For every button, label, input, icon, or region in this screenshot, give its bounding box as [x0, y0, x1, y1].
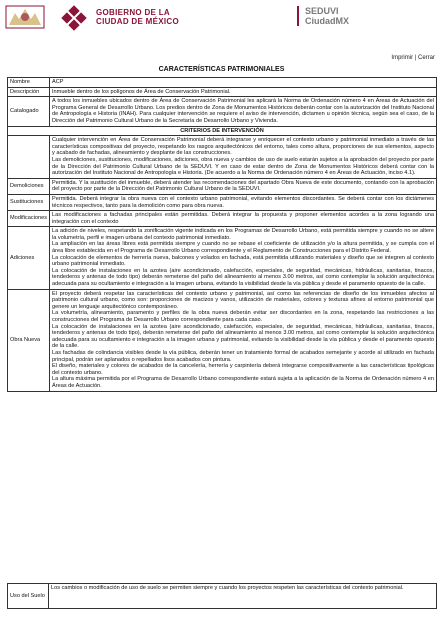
paragraph: La altura máxima permitida por el Programa de Desarrollo Urbano correspondiente estará sujeta a la aplicación de la Norma de Ordenación número 4 en Áreas de Actuación. — [52, 376, 434, 389]
obra-nueva-value — [50, 289, 437, 391]
link-separator: | — [414, 55, 417, 61]
gobierno-title — [96, 8, 179, 26]
paragraph: Las fachadas de colindancia visibles desde la vía pública, deberán tener un tratamiento formal de acabados semejante y acorde al utilizado en fachada principal, podrán ser aplanados o repellados lisos acabados con pintura. — [52, 349, 434, 363]
top-links — [391, 55, 435, 61]
gobierno-line1: GOBIERNO DE LA — [96, 8, 170, 17]
paragraph: La ampliación en las áreas libres está permitida siempre y cuando no se rebase el coeficiente de utilización y/o la altura permitida, y se cumpla con el área libre establecida en el Programa de Desarrollo Urbano correspondiente y el Reglamento de Construcciones para el Distrito Federal. — [52, 241, 434, 255]
demoliciones-value: Permitida. Y la sustitución del inmueble, deberá atender las recomendaciones del apartado Obra Nueva de este documento, contando con la aprobación del proyecto por parte de la Dirección del Patrimonio Cultural Urbano de la SEDUVI. — [50, 178, 437, 194]
page-title: CARACTERÍSTICAS PATRIMONIALES — [158, 66, 285, 73]
paragraph: El proyecto deberá respetar las características del contexto urbano y patrimonial, así como las referencias de diseño de los inmuebles afectos al patrimonio cultural urbano, como son: proporciones de macizos y vanos, utilización de materiales, colores y texturas afines al entorno patrimonial que genere un lenguaje arquitectónico contemporáneo. — [52, 290, 434, 310]
paragraph: La colocación de elementos de herrería nueva, balcones y volados en fachada, está permitida utilizando materiales y diseño que se integren al contexto urbano patrimonial inmediato. — [52, 254, 434, 268]
uso-suelo-label: Uso del Suelo — [8, 584, 49, 609]
modificaciones-value: Las modificaciones a fachadas principales están permitidas. Deberá integrar la propuesta y proponer elementos acordes a la zona logrando una integración con el contexto — [50, 211, 437, 227]
paragraph: Las demoliciones, sustituciones, modificaciones, adiciones, obra nueva y cambios de uso de suelo estarán sujetos a la aprobación del proyecto por parte de la Dirección del Patrimonio Cultural Urbano de la SEDUVI. Y en caso de estar dentro de Zona de Monumentos Históricos deberá contar con la autorización del Instituto Nacional de Antropología e Historia. (De acuerdo a la Norma de Ordenación número 4 en Áreas de Actuación, inciso 4.1). — [52, 156, 434, 177]
gobierno-cdmx-logo-icon — [60, 4, 88, 32]
cdmx-coat-of-arms-icon — [5, 5, 45, 29]
general-value — [50, 136, 437, 179]
table-row — [8, 97, 437, 126]
gobierno-line2: CIUDAD DE MÉXICO — [96, 17, 180, 26]
descripcion-label: Descripción — [8, 87, 50, 97]
sustituciones-value: Permitida. Deberá integrar la obra nueva con el contexto urbano patrimonial, evitando elementos discordantes. Se deberá contar con los dictámenes técnicos respectivos, tanto para la demolición como para obra nueva. — [50, 194, 437, 210]
demoliciones-label: Demoliciones — [8, 178, 50, 194]
paragraph: La adición de niveles, respetando la zonificación vigente indicada en los Programas de Desarrollo Urbano, está permitida siempre y cuando no se altere la volumetría, perfil e imagen urbana del contexto patrimonial inmediato. — [52, 228, 434, 241]
nombre-label: Nombre — [8, 78, 50, 88]
paragraph: Cualquier intervención en Área de Conservación Patrimonial deberá integrarse y enriquecer el contexto urbano y patrimonial inmediato a través de las características compositivas del proyecto, respetando los rasgos arquitectónicos del entorno, tales como altura, proporciones de sus elementos, aspecto y acabado de fachadas, alineamiento y desplante de las construcciones. — [52, 137, 434, 157]
criterios-heading: CRITERIOS DE INTERVENCIÓN — [8, 126, 437, 136]
seduvi-line1: SEDUVI — [305, 6, 339, 16]
table-row — [8, 289, 437, 391]
adiciones-value — [50, 227, 437, 289]
sustituciones-label: Sustituciones — [8, 194, 50, 210]
uso-suelo-table — [7, 583, 437, 609]
table-row — [8, 194, 437, 210]
paragraph: El diseño, materiales y colores de acabados de la cancelería, herrería y carpintería deberá integrarse compositivamente a las características tipológicas del contexto urbano. — [52, 363, 434, 376]
modificaciones-label: Modificaciones — [8, 211, 50, 227]
print-link[interactable]: Imprimir — [391, 55, 414, 61]
paragraph: La colocación de instalaciones en la azotea (aire acondicionado, calefacción, especiales, de seguridad, mecánicas, hidráulicas, sanitarias, tinacos, tendederos y antenas de todo tipo), deberán remeterse del paño del alineamiento al menos 3.00 metros, así como contemplar la solución arquitectónica adecuada para su ocultamiento e integración a la imagen urbana y patrimonial, evitando la visibilidad desde la vía pública y desde el paramento opuesto de la calle. — [52, 323, 434, 350]
descripcion-value: Inmueble dentro de los polígonos de Área de Conservación Patrimonial. — [50, 87, 437, 97]
adiciones-label: Adiciones — [8, 227, 50, 289]
table-row — [8, 136, 437, 179]
table-row — [8, 87, 437, 97]
paragraph: La colocación de instalaciones en la azotea (aire acondicionado, calefacción, especiales, de seguridad, mecánicas, hidráulicas, sanitarias, tinacos, tendederos y antenas de todo tipo) deberán remeterse del paño del alineamiento al menos 3.00 metros, así como contemplar la solución arquitectónica adecuada para su ocultamiento e integración a la imagen urbana, evitando la visibilidad desde la vía pública y desde el paramento opuesto de la calle. — [52, 267, 434, 288]
catalogado-value: A todos los inmuebles ubicados dentro de Área de Conservación Patrimonial les aplicará la Norma de Ordenación número 4 en Áreas de Actuación del Programa General de Desarrollo Urbano. Los predios dentro de Zona de Monumentos Históricos deberán contar con la autorización del Instituto Nacional de Antropología e Historia (INAH). Para cualquier intervención se requiere el aviso de intervención, dictamen u opinión técnica, según sea el caso, de la Dirección del Patrimonio Cultural Urbano de la Secretaría de Desarrollo Urbano y Vivienda. — [50, 97, 437, 126]
paragraph: La volumetría, alineamiento, paramento y perfiles de la obra nueva deberán evitar ser discordantes en la zona, respetando las restricciones a las construcciones del Programa de Desarrollo Urbano correspondiente para cada caso. — [52, 310, 434, 323]
table-row — [8, 126, 437, 136]
close-link[interactable]: Cerrar — [417, 55, 435, 61]
info-table — [7, 77, 437, 392]
page-header — [0, 0, 443, 34]
catalogado-label: Catalogado — [8, 97, 50, 126]
general-label — [8, 136, 50, 179]
obra-nueva-label: Obra Nueva — [8, 289, 50, 391]
table-row — [8, 178, 437, 194]
nombre-value: ACP — [50, 78, 437, 88]
table-row — [8, 211, 437, 227]
table-row — [8, 584, 437, 609]
uso-suelo-value: Los cambios o modificación de uso de suelo se permiten siempre y cuando los proyectos respeten las características del contexto patrimonial. — [49, 584, 437, 609]
seduvi-brand — [297, 6, 349, 26]
table-row — [8, 78, 437, 88]
table-row — [8, 227, 437, 289]
seduvi-line2: CiudadMX — [305, 16, 349, 26]
